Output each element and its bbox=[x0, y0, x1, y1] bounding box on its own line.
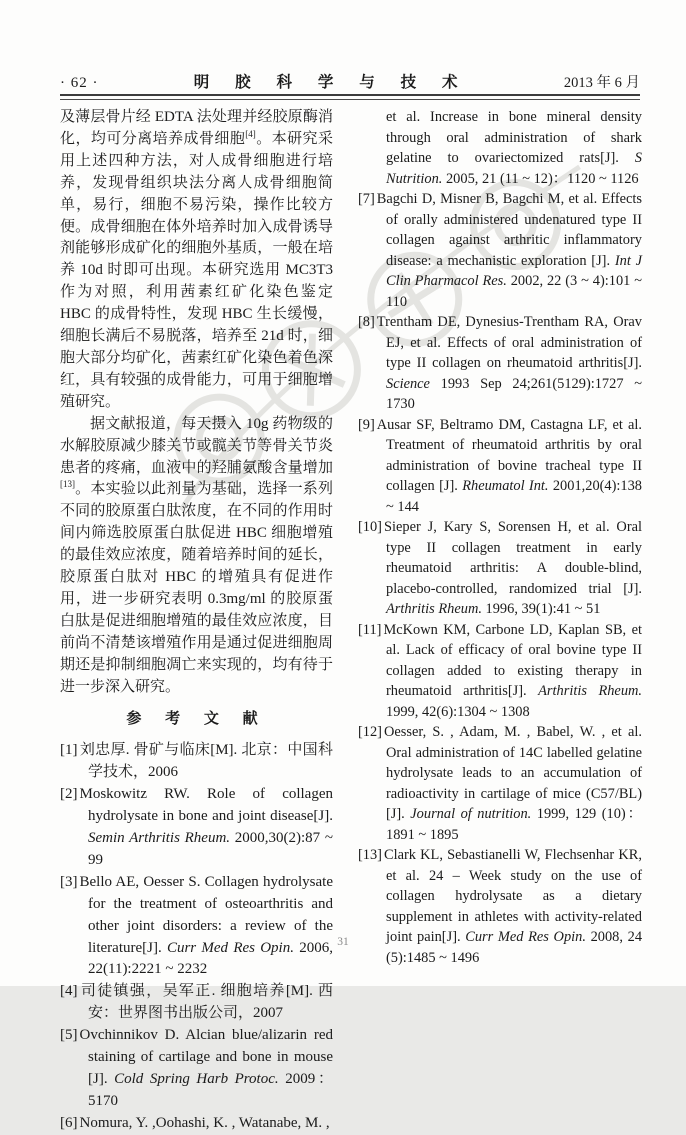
text-run: 司徒镇强，吴军正. 细胞培养[M]. 西安：世界图书出版公司，2007 bbox=[79, 983, 333, 1022]
issue-date: 2013 年 6 月 bbox=[563, 75, 640, 91]
citation-superscript: [4] bbox=[245, 128, 256, 139]
text-run: 2006, 22(11):2221 ~ 2232 bbox=[88, 939, 333, 978]
reference-number: [1] bbox=[60, 742, 78, 759]
text-run: Nomura, Y. ,Oohashi, K. , Watanabe, M. , bbox=[79, 1114, 330, 1131]
text-run: 2009：5170 bbox=[88, 1070, 333, 1109]
text-run: 1999, 42(6):1304 ~ 1308 bbox=[386, 703, 530, 720]
paragraph bbox=[60, 414, 333, 699]
journal-name: Cold Spring Harb Protoc. bbox=[114, 1070, 279, 1087]
journal-name: S Nutrition. bbox=[386, 150, 642, 187]
left-column bbox=[60, 107, 333, 1135]
text-run: 2002, 22 (3 ~ 4):101 ~ 110 bbox=[386, 273, 642, 310]
page-number-label: · 62 · bbox=[60, 75, 99, 91]
reference-item bbox=[358, 189, 642, 312]
text-run: Ovchinnikov D. Alcian blue/alizarin red staining of cartilage and bone in mouse [J]. bbox=[79, 1027, 333, 1087]
reference-number: [5] bbox=[60, 1027, 78, 1044]
page-number: 31 bbox=[337, 936, 349, 948]
reference-number: [13] bbox=[358, 847, 382, 863]
journal-name: Arthritis Rheum. bbox=[538, 683, 643, 699]
text-run: 2000,30(2):87 ~ 99 bbox=[88, 830, 333, 868]
reference-item bbox=[60, 784, 333, 872]
reference-item bbox=[358, 312, 642, 415]
text-run: Sieper J, Kary S, Sorensen H, et al. Oral type II collagen treatment in early rheumatoid arthritis: A double-blind, placebo-controlled, randomized trial [J]. bbox=[383, 519, 642, 597]
page-footer bbox=[0, 936, 686, 948]
reference-number: [6] bbox=[60, 1114, 78, 1131]
text-run: 刘忠厚. 骨矿与临床[M]. 北京：中国科学技术，2006 bbox=[79, 742, 333, 781]
reference-number: [7] bbox=[358, 191, 375, 207]
text-run: Trentham DE, Dynesius-Trentham RA, Orav EJ, et al. Effects of oral administration of type II collagen on rheumatoid arthritis[J]. bbox=[376, 314, 642, 371]
text-run: 及薄层骨片经 EDTA 法处理并经胶原酶消化，均可分离培养成骨细胞 bbox=[60, 109, 333, 147]
reference-item bbox=[358, 722, 642, 845]
body-paragraphs bbox=[60, 107, 333, 698]
text-run: 据文献报道，每天摄入 10g 药物级的水解胶原减少膝关节或髋关节等骨关节炎患者的疼痛，血液中的羟脯氨酸含量增加 bbox=[60, 415, 333, 476]
text-run: Oesser, S. , Adam, M. , Babel, W. , et al. Oral administration of 14C labelled gelatine hydrolysate leads to an accumulation of radioactivity in cartilage of mice (C57/BL) [J]. bbox=[383, 724, 642, 822]
page-header bbox=[60, 70, 640, 92]
reference-item bbox=[60, 1113, 333, 1135]
reference-number: [8] bbox=[358, 314, 375, 330]
reference-item bbox=[60, 872, 333, 982]
reference-item-continuation bbox=[358, 107, 642, 189]
text-run: et al. Increase in bone mineral density through oral administration of shark gelatine to ovariectomized rats[J]. bbox=[386, 109, 642, 166]
journal-title: 明 胶 科 学 与 技 术 bbox=[193, 74, 469, 91]
reference-item bbox=[60, 740, 333, 784]
reference-number: [9] bbox=[358, 416, 375, 433]
journal-name: Semin Arthritis Rheum. bbox=[88, 830, 231, 846]
journal-name: Curr Med Res Opin. bbox=[465, 929, 586, 945]
reference-list-right bbox=[358, 107, 642, 968]
journal-name: Journal of nutrition. bbox=[410, 806, 532, 822]
text-run: 1996, 39(1):41 ~ 51 bbox=[481, 601, 601, 617]
journal-name: Science bbox=[386, 375, 430, 392]
text-run: Ausar SF, Beltramo DM, Castagna LF, et al. Treatment of rheumatoid arthritis by oral administration of bovine tracheal type II collagen [J]. bbox=[376, 416, 642, 494]
text-run: 2005, 21 (11 ~ 12)：1120 ~ 1126 bbox=[442, 170, 639, 187]
text-run: 2008, 24 (5):1485 ~ 1496 bbox=[386, 929, 643, 966]
journal-name: Arthritis Rheum. bbox=[386, 601, 482, 617]
text-run: 2001,20(4):138 ~ 144 bbox=[386, 478, 642, 515]
journal-name: Rheumatol Int. bbox=[462, 478, 549, 494]
reference-number: [11] bbox=[358, 621, 382, 638]
reference-number: [4] bbox=[60, 983, 78, 1000]
text-run: Bello AE, Oesser S. Collagen hydrolysate for the treatment of osteoarthritis and other joint disorders: a review of the literature[J]. bbox=[79, 873, 333, 956]
reference-item bbox=[358, 845, 642, 968]
reference-item bbox=[60, 981, 333, 1025]
right-column bbox=[358, 107, 642, 1135]
journal-name: Curr Med Res Opin. bbox=[166, 939, 294, 956]
text-run: Bagchi D, Misner B, Bagchi M, et al. Effects of orally administered undenatured type II collagen against arthritic inflammatory disease: a mechanistic exploration [J]. bbox=[376, 191, 642, 269]
header-rule bbox=[60, 94, 640, 100]
reference-item bbox=[358, 415, 642, 518]
reference-number: [12] bbox=[358, 724, 382, 740]
text-run: Moskowitz RW. Role of collagen hydrolysate in bone and joint disease[J]. bbox=[79, 786, 333, 825]
references-heading: 参 考 文 献 bbox=[126, 711, 267, 728]
text-run: 1993 Sep 24;261(5129):1727 ~ 1730 bbox=[386, 375, 642, 412]
paragraph bbox=[60, 107, 333, 414]
text-run: 1999, 129 (10)：1891 ~ 1895 bbox=[386, 806, 642, 843]
reference-item bbox=[60, 1025, 333, 1113]
reference-item bbox=[358, 517, 642, 620]
text-run: Clark KL, Sebastianelli W, Flechsenhar KR, et al. 24 – Week study on the use of collagen hydrolysate as a dietary supplement in athletes with activity-related joint pain[J]. bbox=[383, 847, 642, 945]
page-body bbox=[60, 107, 642, 1135]
citation-superscript: [13] bbox=[60, 479, 75, 490]
text-run: McKown KM, Carbone LD, Kaplan SB, et al. Lack of efficacy of oral bovine type II collagen added to existing therapy in rheumatoid arthritis[J]. bbox=[383, 621, 642, 699]
reference-number: [10] bbox=[358, 519, 382, 535]
reference-item bbox=[358, 620, 642, 723]
reference-number: [2] bbox=[60, 786, 78, 803]
text-run: 。本实验以此剂量为基础，选择一系列不同的胶原蛋白肽浓度，在不同的作用时间内筛选胶原蛋白肽促进 HBC 细胞增殖的最佳效应浓度，随着培养时间的延长，胶原蛋白肽对 HBC 的增殖具有促进作用，进一步研究表明 0.3mg/ml 的胶原蛋白肽是促进细胞增殖的最佳效应浓度，目前尚不清楚该增殖作用是通过促进细胞周期还是抑制细胞凋亡来实现的，均有待于进一步深入研究。 bbox=[60, 481, 333, 695]
text-run: 。本研究采用上述四种方法，对人成骨细胞进行培养，发现骨组织块法分离人成骨细胞简单，易行，细胞不易污染，操作比较方便。成骨细胞在体外培养时加入成骨诱导剂能够形成矿化的细胞外基质，一般在培养 10d 时即可出现。本研究选用 MC3T3 作为对照，利用茜素红矿化染色鉴定 HBC 的成骨特性，发现 HBC 生长缓慢，细胞长满后不易脱落，培养至 21d 时，细胞大部分均矿化，茜素红矿化染色着色深红，具有较强的成骨能力，可用于细胞增殖研究。 bbox=[60, 130, 333, 410]
journal-name: Int J Clin Pharmacol Res. bbox=[386, 252, 642, 289]
reference-number: [3] bbox=[60, 873, 78, 890]
